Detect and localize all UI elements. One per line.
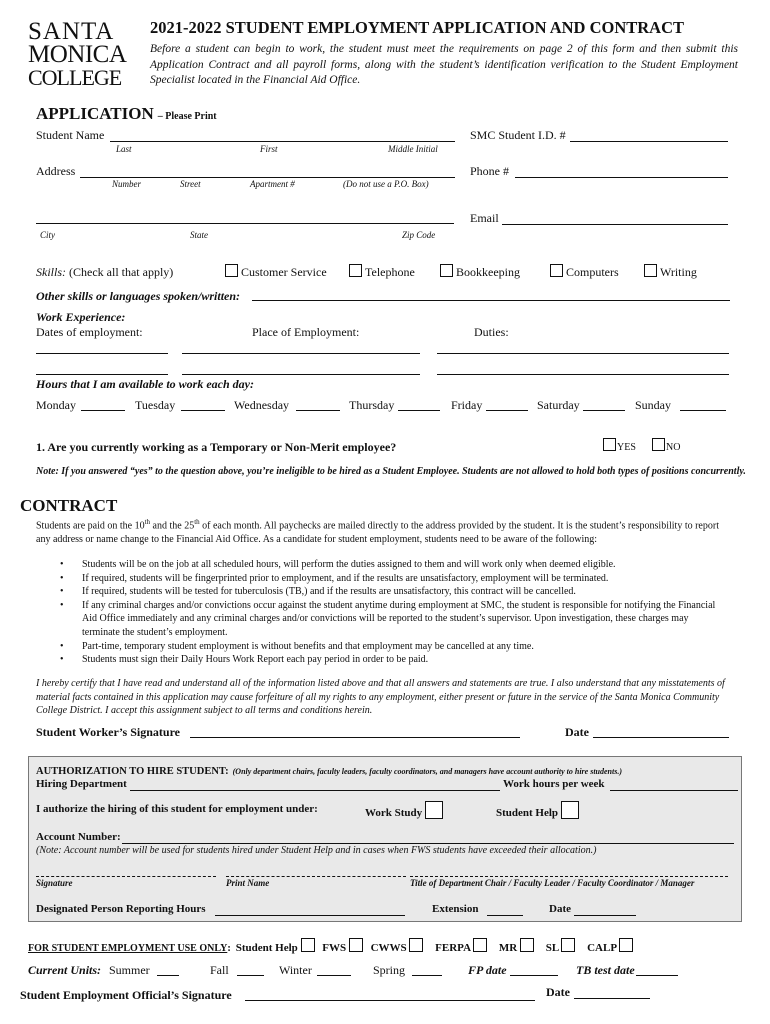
skill-option-customer-service[interactable] [225, 264, 327, 280]
checkbox-icon[interactable] [301, 938, 315, 952]
day-wednesday-label: Wednesday [234, 398, 290, 412]
term-summer-field[interactable] [157, 975, 179, 976]
yes-label: YES [617, 442, 636, 453]
phone-field[interactable] [515, 177, 728, 178]
official-date-label: Date [546, 985, 570, 999]
contract-heading: CONTRACT [20, 496, 118, 515]
contract-intro [36, 516, 726, 546]
extension-label: Extension [432, 903, 479, 915]
term-winter-label: Winter [279, 963, 312, 977]
office-option-label: CALP [587, 942, 617, 954]
office-option-label: MR [498, 942, 518, 954]
question-temporary-employee: 1. Are you currently working as a Temporary or Non-Merit employee? [36, 440, 397, 454]
day-thursday-label: Thursday [349, 398, 395, 412]
smc-id-field[interactable] [570, 141, 728, 142]
designated-person-label: Designated Person Reporting Hours [36, 903, 206, 915]
day-tuesday-field[interactable] [181, 410, 225, 411]
hint-first: First [260, 144, 278, 154]
dates-field-1[interactable] [36, 353, 168, 354]
address-label: Address [36, 164, 76, 178]
duties-field-2[interactable] [437, 374, 729, 375]
office-option-ferpa[interactable] [435, 942, 490, 954]
work-study-option[interactable] [365, 801, 443, 819]
checkbox-icon[interactable] [349, 264, 362, 277]
hint-po-box: (Do not use a P.O. Box) [343, 179, 429, 189]
term-summer-label: Summer [109, 963, 150, 977]
signature-hint: Signature [36, 878, 73, 888]
office-option-fws[interactable] [322, 942, 366, 954]
checkbox-icon[interactable] [619, 938, 633, 952]
college-logo [28, 20, 128, 89]
office-option-label: SL [545, 942, 559, 954]
office-option-cwws[interactable] [371, 942, 427, 954]
official-signature-field[interactable] [245, 1000, 535, 1001]
authorization-heading [36, 761, 622, 779]
skill-label: Customer Service [241, 265, 327, 279]
checkbox-icon[interactable] [644, 264, 657, 277]
current-units-label: Current Units: [28, 963, 102, 977]
skill-option-telephone[interactable] [349, 264, 415, 280]
authorization-heading-note: (Only department chairs, faculty leaders, faculty coordinators, and managers have account authority to hire students.) [232, 767, 622, 776]
skills-row [36, 265, 173, 280]
office-option-calp[interactable] [587, 942, 636, 954]
work-hours-field[interactable] [610, 790, 738, 791]
day-wednesday-field[interactable] [296, 410, 340, 411]
place-field-1[interactable] [182, 353, 420, 354]
hours-label: Hours that I am available to work each day: [36, 377, 255, 391]
office-option-label: Student Help [235, 942, 298, 954]
work-study-checkbox[interactable] [425, 801, 443, 819]
hiring-department-field[interactable] [130, 790, 500, 791]
supervisor-signature-field[interactable] [36, 876, 216, 877]
bullet-item: • Students will be on the job at all scheduled hours, will perform the duties assigned to them and will work only when deemed eligible. [82, 558, 722, 572]
authorization-box [28, 756, 742, 922]
account-number-label: Account Number: [36, 831, 121, 843]
term-fall-field[interactable] [237, 975, 264, 976]
day-thursday-field[interactable] [398, 410, 440, 411]
skill-option-bookkeeping[interactable] [440, 264, 520, 280]
application-heading [36, 104, 217, 124]
checkbox-icon[interactable] [225, 264, 238, 277]
no-option[interactable] [652, 438, 680, 453]
checkbox-icon[interactable] [520, 938, 534, 952]
logo-line-1: SANTA [28, 18, 115, 45]
checkbox-icon[interactable] [440, 264, 453, 277]
day-monday-label: Monday [36, 398, 76, 412]
hint-apartment: Apartment # [250, 179, 295, 189]
office-option-student-help[interactable] [236, 942, 318, 954]
hiring-department-label: Hiring Department [36, 778, 127, 790]
auth-date-label: Date [549, 903, 571, 915]
intro-text-1: Students are paid on the 10 [36, 520, 145, 532]
term-spring-label: Spring [373, 963, 406, 977]
ineligibility-note: Note: If you answered “yes” to the question above, you’re ineligible to be hired as a Student Employee. Students are not allowed to hold both types of positions concurrently. [36, 466, 746, 477]
designated-person-field[interactable] [215, 915, 405, 916]
hint-street: Street [180, 179, 201, 189]
student-date-label: Date [565, 725, 589, 739]
other-skills-field[interactable] [252, 300, 730, 301]
office-use-label: FOR STUDENT EMPLOYMENT USE ONLY [28, 943, 228, 954]
student-name-label: Student Name [36, 128, 105, 142]
no-label: NO [666, 442, 681, 453]
logo-line-2: MONICA [28, 41, 127, 68]
duties-field-1[interactable] [437, 353, 729, 354]
hint-last: Last [116, 144, 132, 154]
skill-option-computers[interactable] [550, 264, 619, 280]
place-of-employment-label: Place of Employment: [252, 325, 360, 339]
student-signature-field[interactable] [190, 737, 520, 738]
intro-text-3: of each month. All paychecks are mailed directly to the address provided by the student. It is the student’s responsibility to report any address or name change to the Financial Aid Office. As a candidate for student employment, students need to be aware of the following: [36, 520, 719, 545]
authorize-label: I authorize the hiring of this student for employment under: [36, 803, 318, 815]
student-signature-label: Student Worker’s Signature [36, 725, 181, 739]
student-help-option[interactable] [496, 801, 579, 819]
student-name-field[interactable] [110, 141, 455, 142]
office-option-sl[interactable] [546, 942, 579, 954]
duties-label: Duties: [474, 325, 509, 339]
title-hint: Title of Department Chair / Faculty Leader / Faculty Coordinator / Manager [410, 878, 695, 888]
bullet-item: • If required, students will be fingerprinted prior to employment, and if the results are unsatisfactory, employment will be terminated. [82, 572, 722, 586]
work-study-label: Work Study [365, 807, 423, 819]
skill-label: Writing [660, 265, 697, 279]
hint-state: State [190, 230, 208, 240]
bullet-item: • If required, students will be tested for tuberculosis (TB,) and if the results are unsatisfactory, this contract will be cancelled. [82, 585, 722, 599]
term-winter-field[interactable] [317, 975, 351, 976]
day-friday-label: Friday [451, 398, 483, 412]
yes-option[interactable] [603, 438, 636, 453]
auth-date-field[interactable] [574, 915, 636, 916]
checkbox-icon[interactable] [603, 438, 616, 451]
work-hours-label: Work hours per week [503, 778, 605, 790]
office-option-mr[interactable] [499, 942, 537, 954]
application-heading-text: APPLICATION [36, 104, 154, 123]
application-subheading: – Please Print [157, 111, 217, 122]
official-date-field[interactable] [574, 998, 650, 999]
student-help-checkbox[interactable] [561, 801, 579, 819]
fp-date-field[interactable] [510, 975, 558, 976]
dates-field-2[interactable] [36, 374, 168, 375]
print-name-field[interactable] [226, 876, 406, 877]
dates-of-employment-label: Dates of employment: [36, 325, 143, 339]
day-friday-field[interactable] [486, 410, 528, 411]
skills-hint: (Check all that apply) [69, 265, 174, 279]
office-option-label: FERPA [435, 942, 471, 954]
skills-label: Skills: [36, 265, 66, 279]
form-intro: Before a student can begin to work, the student must meet the requirements on page 2 of this form and then submit this Application Contract and all payroll forms, along with the student’s identification verification to the Student Employment Specialist located in the Financial Aid Office. [150, 43, 738, 86]
account-note: (Note: Account number will be used for students hired under Student Help and in cases when FWS students have exceeded their allocation.) [36, 845, 597, 856]
city-state-zip-field[interactable] [36, 223, 454, 224]
term-fall-label: Fall [210, 963, 229, 977]
office-option-label: FWS [322, 942, 347, 954]
day-tuesday-label: Tuesday [135, 398, 176, 412]
phone-label: Phone # [470, 164, 509, 178]
office-use-row [28, 938, 636, 954]
office-option-label: CWWS [370, 942, 407, 954]
bullet-item: • If any criminal charges and/or convictions occur against the student anytime during employment at SMC, the student is responsible for notifying the Financial Aid Office immediately and any criminal charges and/or convictions will be reported to the student’s supervisor. Upon investigation, these charges may terminate the student’s employment. [82, 599, 722, 640]
office-use-colon: : [227, 942, 231, 954]
intro-sup-1: th [144, 518, 151, 526]
day-sunday-label: Sunday [635, 398, 671, 412]
hint-middle: Middle Initial [388, 144, 438, 154]
place-field-2[interactable] [182, 374, 420, 375]
day-saturday-field[interactable] [583, 410, 625, 411]
checkbox-icon[interactable] [561, 938, 575, 952]
hint-zip: Zip Code [402, 230, 436, 240]
smc-id-label: SMC Student I.D. # [470, 128, 566, 142]
official-signature-label: Student Employment Official’s Signature [20, 988, 232, 1002]
certification-text: I hereby certify that I have read and understand all of the information listed above and that all answers and statements are true. I also understand that any misstatements of material facts contained in this application may cause forfeiture of all my rights to any employment, either present or future in the service of the Santa Monica Community College District. I accept this assignment subject to all terms and conditions herein. [36, 678, 725, 717]
email-field[interactable] [502, 224, 728, 225]
form-title: 2021-2022 STUDENT EMPLOYMENT APPLICATION AND CONTRACT [150, 18, 685, 37]
student-date-field[interactable] [593, 737, 729, 738]
student-help-label: Student Help [496, 807, 559, 819]
extension-field[interactable] [487, 915, 523, 916]
email-label: Email [470, 211, 499, 225]
skill-label: Telephone [365, 265, 415, 279]
authorization-heading-text: AUTHORIZATION TO HIRE STUDENT: [36, 766, 229, 777]
tb-date-field[interactable] [636, 975, 678, 976]
skill-label: Computers [566, 265, 619, 279]
bullet-item: • Students must sign their Daily Hours Work Report each pay period in order to be paid. [82, 653, 722, 667]
checkbox-icon[interactable] [652, 438, 665, 451]
day-monday-field[interactable] [81, 410, 125, 411]
term-spring-field[interactable] [412, 975, 442, 976]
checkbox-icon[interactable] [349, 938, 363, 952]
intro-sup-2: th [194, 518, 200, 526]
other-skills-label: Other skills or languages spoken/written: [36, 289, 241, 303]
account-number-field[interactable] [122, 843, 734, 844]
fp-date-label: FP date [468, 963, 507, 977]
checkbox-icon[interactable] [473, 938, 487, 952]
work-experience-label: Work Experience: [36, 310, 126, 324]
title-field[interactable] [410, 876, 728, 877]
intro-text-2: and the 25 [150, 520, 195, 532]
tb-date-label: TB test date [576, 963, 635, 977]
hint-city: City [40, 230, 55, 240]
skill-option-writing[interactable] [644, 264, 697, 280]
checkbox-icon[interactable] [409, 938, 423, 952]
contract-bullets [82, 558, 722, 667]
print-name-hint: Print Name [226, 878, 270, 888]
hint-number: Number [112, 179, 141, 189]
skill-label: Bookkeeping [456, 265, 520, 279]
bullet-item: • Part-time, temporary student employment is without benefits and that employment may be cancelled at any time. [82, 640, 722, 654]
address-field[interactable] [80, 177, 455, 178]
logo-line-3: COLLEGE [28, 65, 122, 90]
day-saturday-label: Saturday [537, 398, 580, 412]
day-sunday-field[interactable] [680, 410, 726, 411]
checkbox-icon[interactable] [550, 264, 563, 277]
